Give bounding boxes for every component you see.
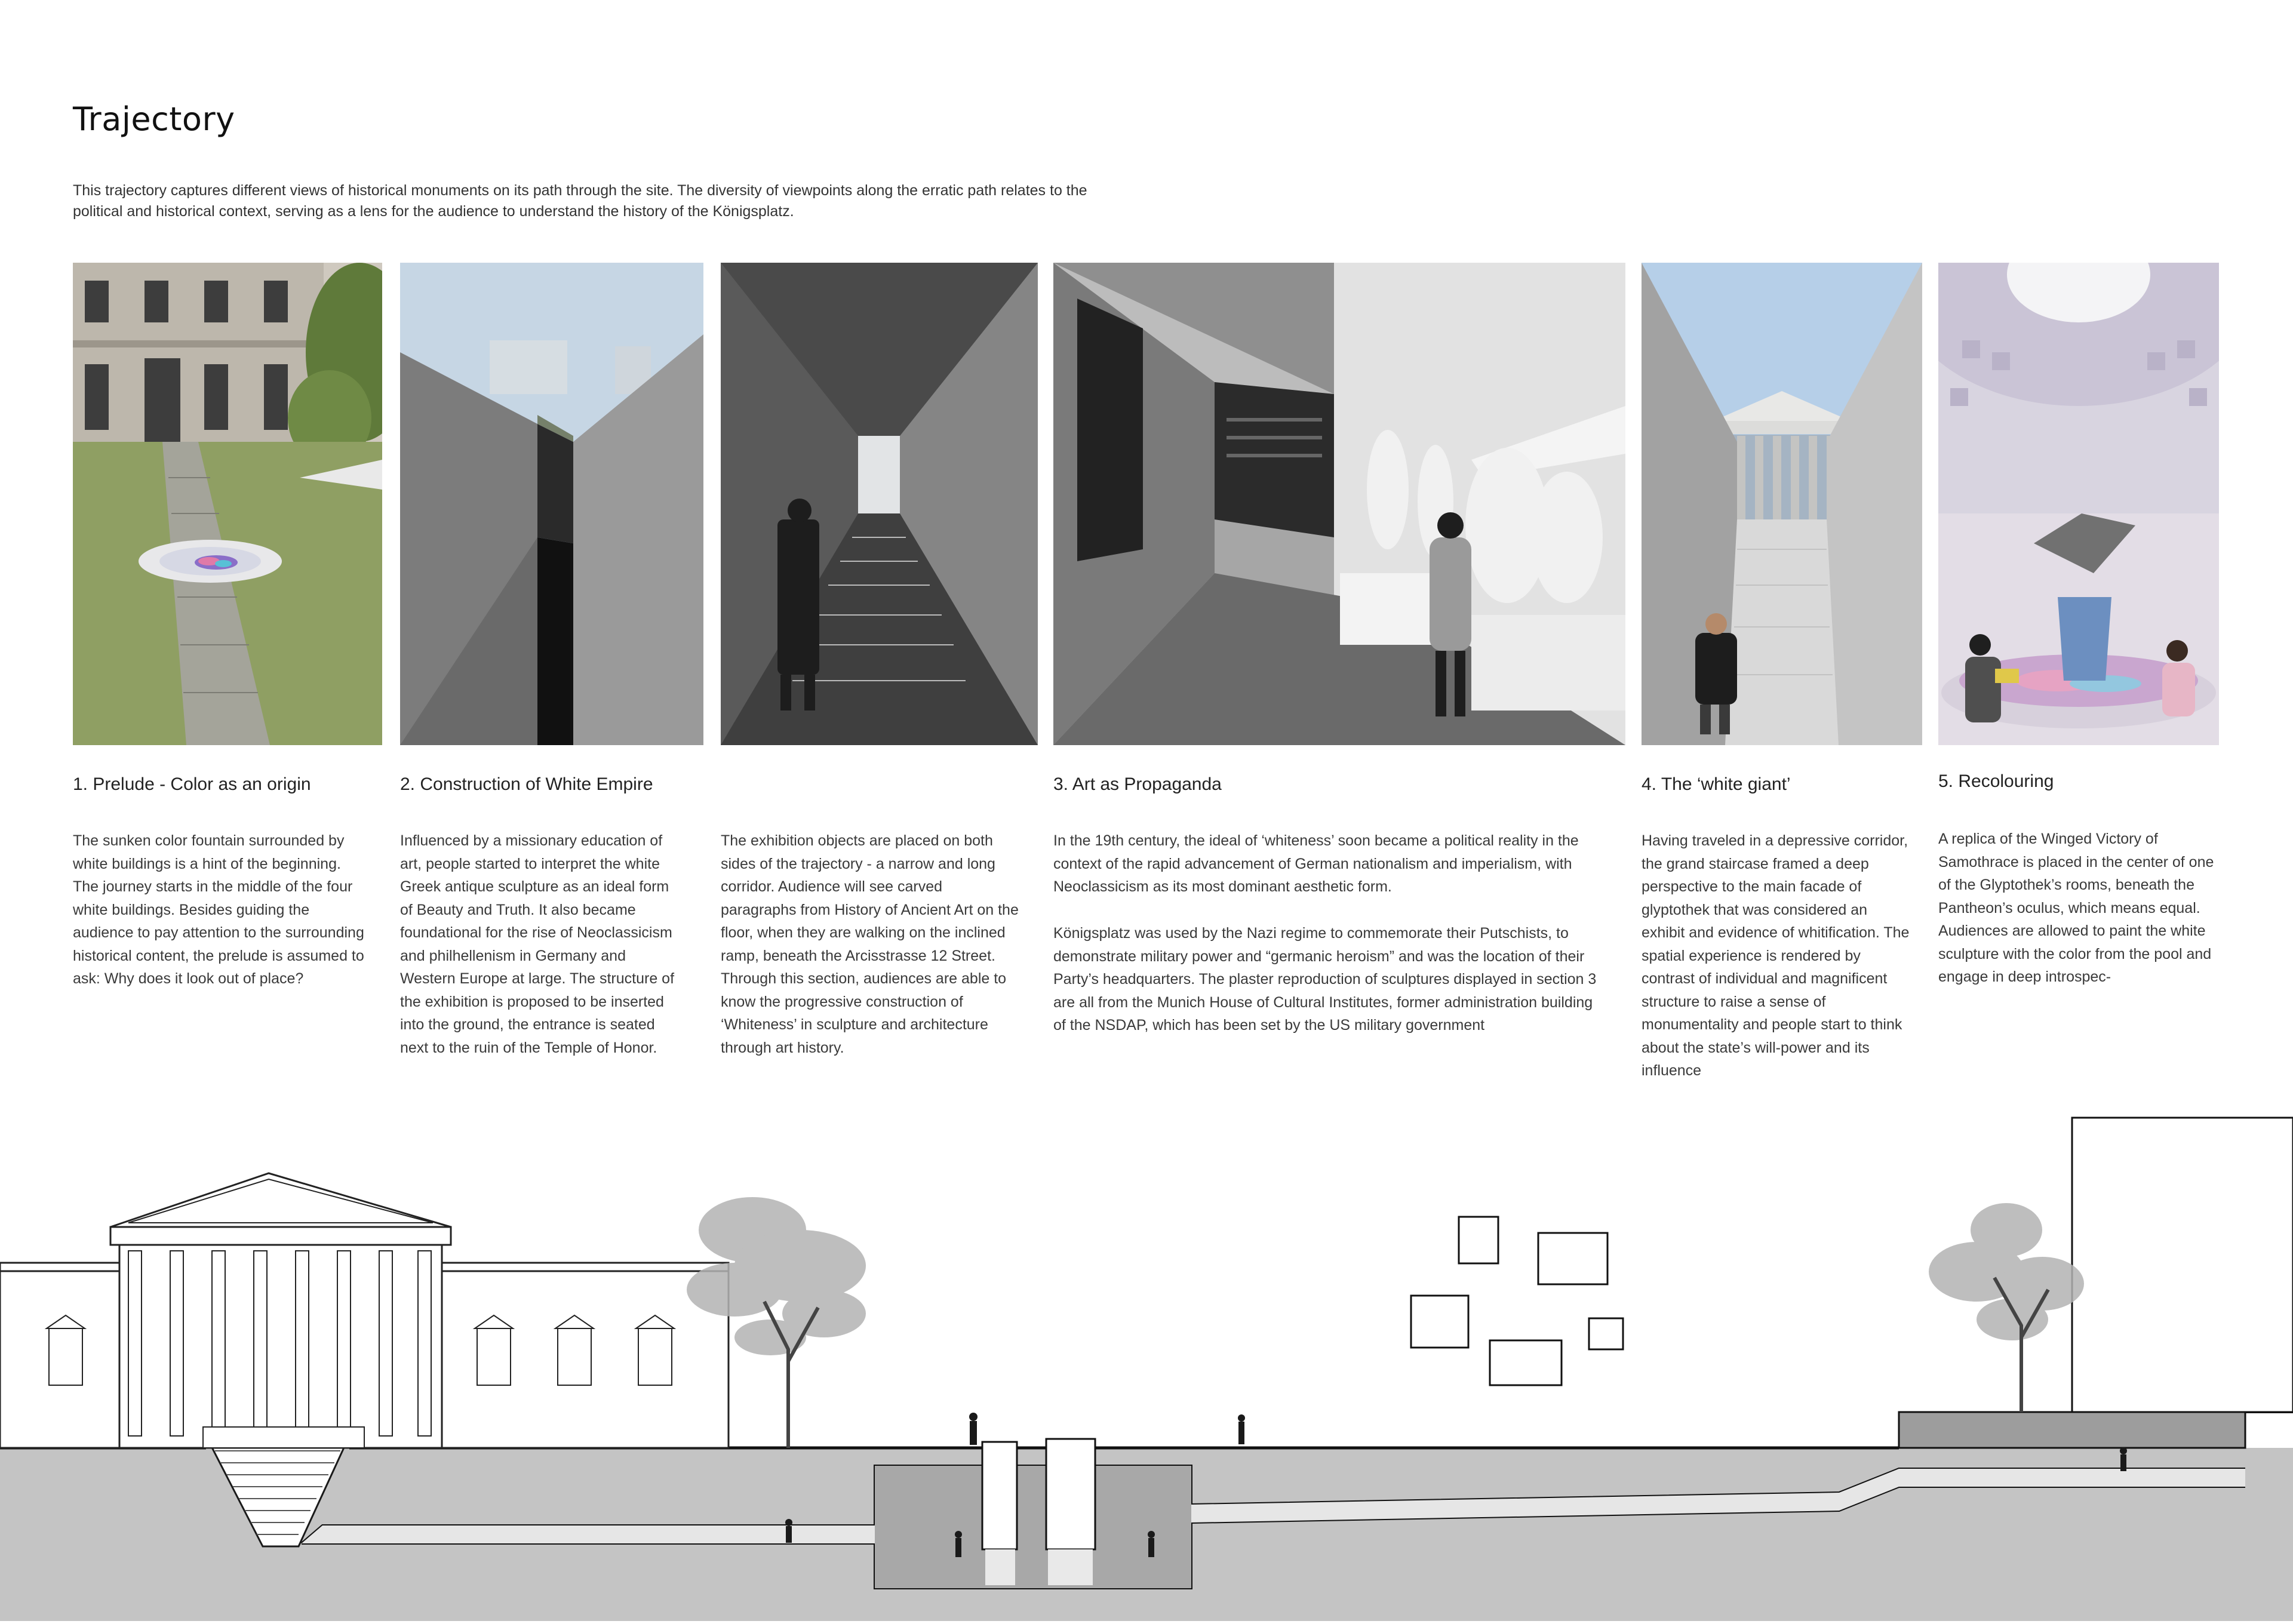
right-building [2072,1118,2293,1412]
image-recolouring [1938,263,2219,745]
image-construction [400,263,703,745]
display-panel [1046,1439,1095,1549]
display-panel [982,1442,1017,1549]
floating-frames [1411,1217,1623,1385]
section-title-white-giant: 4. The ‘white giant’ [1642,774,1791,794]
sculpture-group [985,1549,1015,1585]
section-title-construction: 2. Construction of White Empire [400,774,653,794]
exhibition-hall [875,1466,1191,1588]
page-title: Trajectory [73,100,235,138]
section-body-construction: Influenced by a missionary education of art, people started to interpret the white Greek antique sculpture as an ideal form of Beauty and Truth. It also became foundational for the rise of Neoclassicism and philhellenism in Germany and Western Europe at large. The structure of the exhibition is proposed to be inserted into the ground, the entrance is seated next to the ruin of the Temple of Honor. [400,832,675,1056]
image-prelude [73,263,382,745]
section-title-propaganda: 3. Art as Propaganda [1053,774,1222,794]
image-propaganda [1053,263,1625,745]
site-section-drawing [0,1111,2293,1621]
section-body-propaganda: In the 19th century, the ideal of ‘whiteness’ soon became a political reality in the context of the rapid advancement of German nationalism and imperialism, with Neoclassicism as its most dominant aesthetic form. [1053,832,1579,895]
section-body-white-giant: Having traveled in a depressive corridor, the grand staircase framed a deep perspective to the main facade of glyptothek that was considered an exhibit and evidence of whitification. The spatial experience is rendered by contrast of individual and magnificent structure to raise a sense of monumentality and people start to think about the state’s will-power and its influence [1642,832,1910,1079]
section-body-propaganda-2: Königsplatz was used by the Nazi regime to commemorate their Putschists, to demonstrate military power and “germanic heroism” and was the location of their Party’s headquarters. The plaster reproduction of sculptures displayed in section 3 are all from the Munich House of Cultural Institutes, former administration building of the NSDAP, which has been set by the US military government [1053,925,1597,1034]
section-title-prelude: 1. Prelude - Color as an origin [73,774,311,794]
sculpture-group [1048,1549,1093,1585]
intro-paragraph: This trajectory captures different views of historical monuments on its path through the site. The diversity of viewpoints along the erratic path relates to the political and historical context, serving as a lens for the audience to understand the history of the Königsplatz. [73,182,1087,220]
section-title-recolouring: 5. Recolouring [1938,771,2054,791]
image-white-giant [1642,263,1922,745]
raised-plinth [1899,1412,2245,1448]
section-body-prelude: The sunken color fountain surrounded by white buildings is a hint of the beginning. The journey starts in the middle of the four white buildings. Besides guiding the audience to pay attention to the surrounding historical content, the prelude is assumed to ask: Why does it look out of place? [73,832,364,987]
tree-right [1929,1203,2084,1340]
section-body-corridor: The exhibition objects are placed on both sides of the trajectory - a narrow and long corridor. Audience will see carved paragraphs from History of Ancient Art on the floor, when they are walking on the inclined ramp, beneath the Arcisstrasse 12 Street. Through this section, audiences are able to know the progressive construction of ‘Whiteness’ in sculpture and architecture through art history. [721,832,1019,1056]
section-body-recolouring: A replica of the Winged Victory of Samothrace is placed in the center of one of the Glyptothek’s rooms, beneath the Pantheon’s oculus, which means equal. Audiences are allowed to paint the white sculpture with the color from the pool and engage in deep introspec- [1938,831,2214,985]
image-corridor [721,263,1038,745]
glyptothek-elevation [0,1173,729,1448]
